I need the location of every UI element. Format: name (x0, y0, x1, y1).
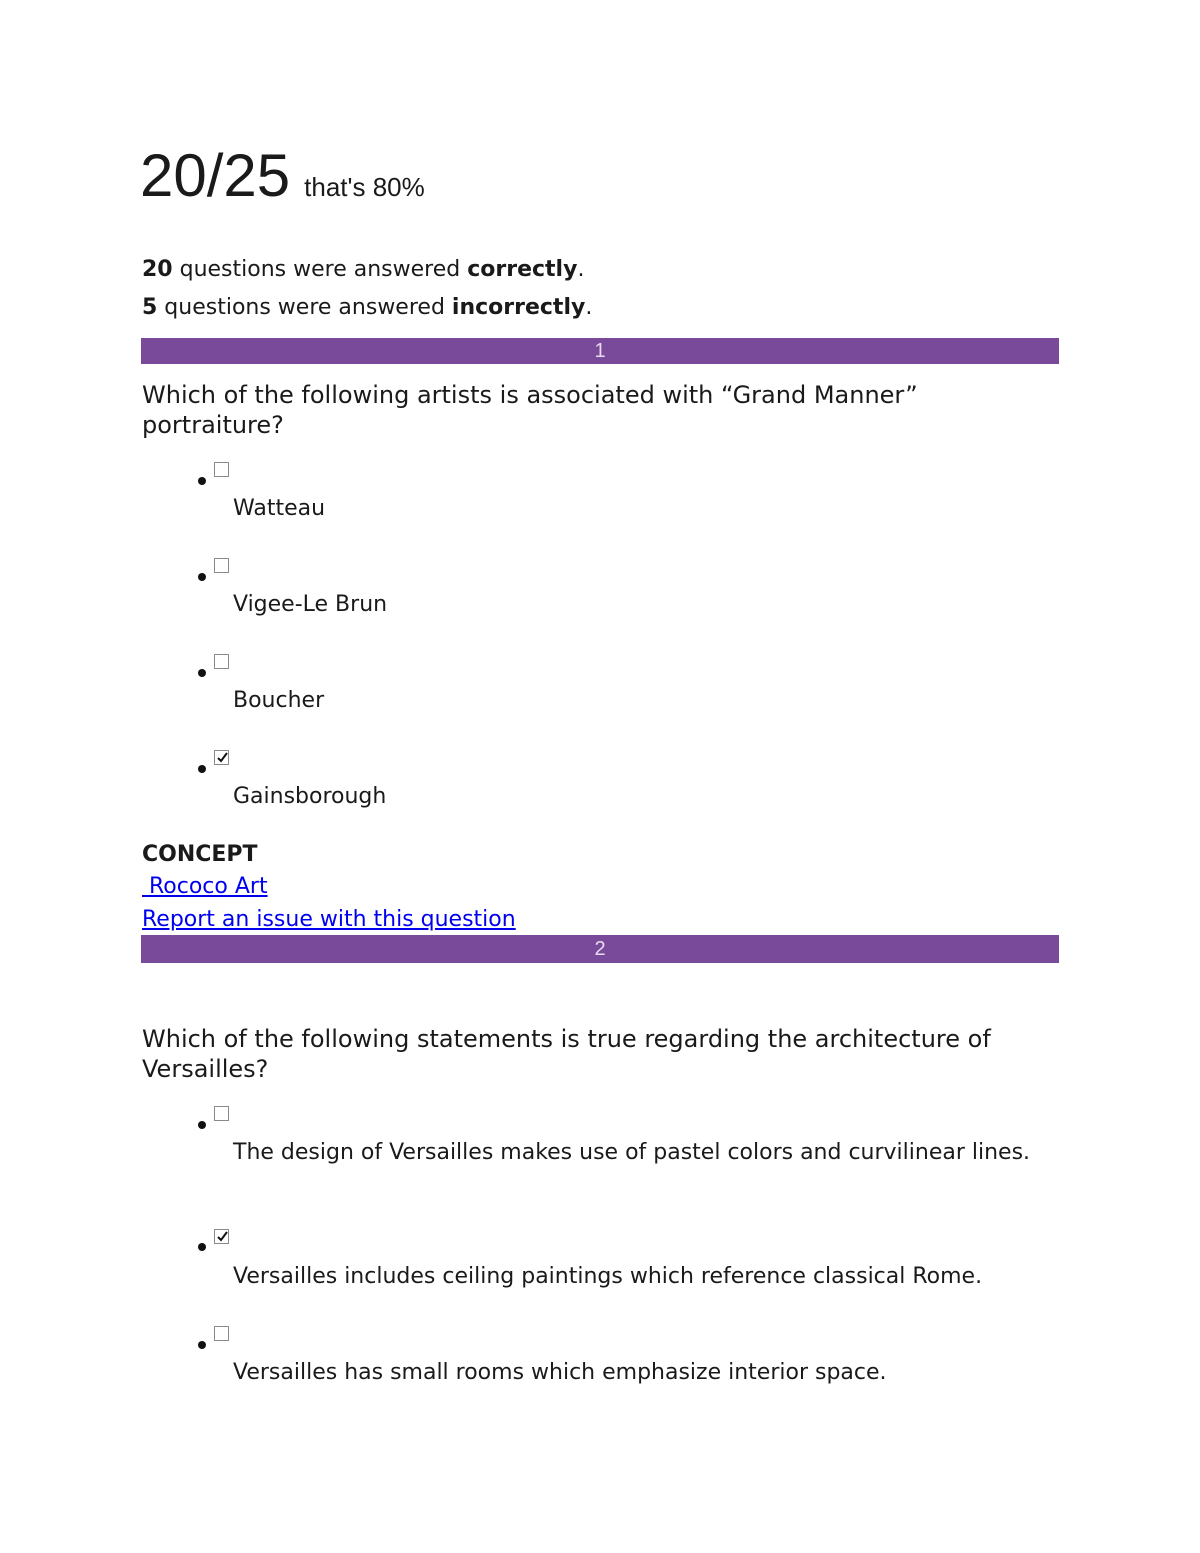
option-label: Versailles includes ceiling paintings which reference classical Rome. (233, 1264, 983, 1289)
correct-end: . (577, 257, 585, 282)
correct-count: 20 (142, 257, 173, 282)
option-checkbox[interactable] (214, 654, 229, 669)
incorrect-end: . (585, 295, 593, 320)
summary-correct (142, 256, 584, 284)
incorrect-count: 5 (142, 295, 158, 320)
score-header (140, 140, 425, 223)
concept-link[interactable]: Rococo Art (142, 874, 268, 899)
option-checkbox-checked[interactable] (214, 750, 229, 765)
question-number-bar: 2 (141, 935, 1059, 963)
option-label: Boucher (233, 688, 325, 713)
option-checkbox[interactable] (214, 558, 229, 573)
option-bullet (198, 1121, 206, 1129)
option-bullet (198, 1341, 206, 1349)
option-label: The design of Versailles makes use of pastel colors and curvilinear lines. (233, 1140, 1031, 1165)
option-checkbox[interactable] (214, 1326, 229, 1341)
checkmark-icon (216, 751, 229, 764)
option-checkbox[interactable] (214, 1106, 229, 1121)
concept-label: CONCEPT (142, 842, 258, 867)
option-bullet (198, 1243, 206, 1251)
score-fraction: 20/25 (140, 142, 291, 209)
question-number-bar: 1 (141, 338, 1059, 364)
option-bullet (198, 765, 206, 773)
option-label: Versailles has small rooms which emphasize interior space. (233, 1360, 887, 1385)
checkmark-icon (216, 1230, 229, 1243)
option-label: Vigee-Le Brun (233, 592, 388, 617)
option-checkbox-checked[interactable] (214, 1229, 229, 1244)
option-label: Gainsborough (233, 784, 387, 809)
question-text: Which of the following artists is associated with “Grand Manner” portraiture? (142, 381, 918, 439)
option-bullet (198, 669, 206, 677)
incorrect-word: incorrectly (451, 295, 586, 320)
option-bullet (198, 573, 206, 581)
correct-word: correctly (467, 257, 578, 282)
report-issue-link[interactable]: Report an issue with this question (142, 907, 516, 932)
option-checkbox[interactable] (214, 462, 229, 477)
score-percent: that's 80% (304, 172, 425, 202)
correct-text: questions were answered (172, 257, 468, 282)
summary-incorrect (142, 294, 592, 322)
incorrect-text: questions were answered (157, 295, 452, 320)
question-text: Which of the following statements is true regarding the architecture of Versailles? (142, 1025, 991, 1083)
option-bullet (198, 477, 206, 485)
option-label: Watteau (233, 496, 326, 521)
